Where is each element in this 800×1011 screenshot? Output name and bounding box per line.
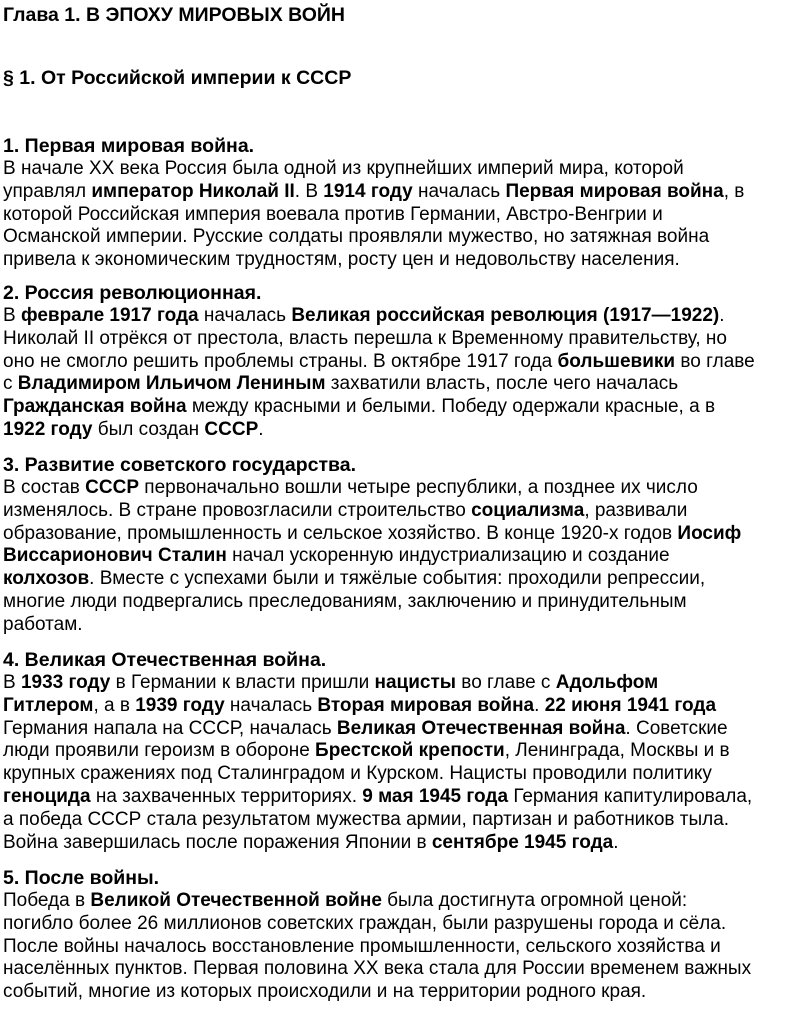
bold-term: Вторая мировая война — [317, 694, 535, 716]
text: . Вместе с успехами были и тяжёлые события: проходили репрессии, — [89, 568, 706, 590]
bold-term: Владимиром Ильичом Лениным — [17, 373, 326, 395]
section-body — [3, 477, 799, 637]
section-soviet-state — [3, 453, 799, 637]
text: . — [534, 694, 545, 716]
section-after-war — [3, 866, 799, 1004]
text: В состав — [3, 477, 86, 498]
text: изменялось. В стране провозгласили строительство — [3, 499, 472, 521]
bold-term: Иосиф — [677, 522, 742, 544]
bold-term: нацисты — [374, 672, 457, 693]
section-first-world-war — [3, 134, 799, 272]
section-heading: 1. Первая мировая война. — [3, 135, 255, 157]
text: в Германии к власти пришли — [110, 672, 375, 693]
bold-term: Гитлером — [3, 694, 94, 716]
bold-term: большевики — [557, 350, 676, 372]
text: . В — [294, 180, 324, 202]
text: , а в — [93, 694, 136, 716]
section-revolution — [3, 281, 799, 442]
section-heading: 4. Великая Отечественная война. — [3, 649, 327, 671]
bold-term: сентябре 1945 года — [431, 831, 614, 853]
text: . — [258, 418, 264, 440]
text: был создан — [92, 418, 205, 440]
bold-term: колхозов — [3, 568, 90, 590]
bold-term: геноцида — [3, 785, 91, 807]
text: многие люди подвергались преследованиям, заключению и принудительным — [3, 590, 687, 612]
section-body — [3, 305, 799, 442]
text: привела к экономическим трудностям, росту цен и недовольству населения. — [3, 249, 680, 271]
bold-term: социализма — [471, 499, 585, 521]
text: работам. — [3, 613, 83, 635]
bold-term: Гражданская война — [3, 396, 187, 418]
bold-term: Великая Отечественная война — [336, 717, 626, 739]
text: Германия напала на СССР, началась — [3, 717, 337, 739]
text: Германия капитулировала, — [508, 785, 753, 807]
text: первоначально вошли четыре республики, а позднее их число — [139, 477, 698, 498]
bold-term: СССР — [85, 477, 140, 498]
bold-term: Первая мировая война — [505, 180, 724, 202]
section-heading: 2. Россия революционная. — [3, 282, 262, 304]
bold-term: 1933 году — [20, 672, 111, 693]
bold-term: 9 мая 1945 года — [362, 785, 509, 807]
text: Война завершилась после поражения Японии в — [3, 831, 432, 853]
text: В — [3, 672, 21, 693]
bold-term: 22 июня 1941 года — [544, 694, 717, 716]
section-great-patriotic-war — [3, 648, 799, 854]
text: . Советские — [625, 717, 728, 739]
bold-term: император Николай II — [91, 180, 295, 202]
section-body — [3, 672, 799, 854]
text: , развивали — [584, 499, 688, 521]
text: . — [613, 831, 619, 853]
text: была достигнута огромной ценой: — [381, 890, 688, 911]
section-body — [3, 890, 799, 1004]
section-body — [3, 158, 799, 272]
bold-term: 1939 году — [135, 694, 225, 716]
text: на захваченных территориях. — [90, 785, 363, 807]
text: началась — [412, 180, 506, 202]
text: оно не смогло решить проблемы страны. В октябре 1917 года — [3, 350, 558, 372]
text: Победа в — [3, 890, 91, 911]
text: началась — [198, 305, 292, 326]
text: , Ленинграда, Москвы и в — [504, 740, 730, 762]
bold-term: Адольфом — [555, 672, 659, 693]
bold-term: Виссарионович Сталин — [3, 545, 227, 567]
bold-term: Великой Отечественной войне — [90, 890, 382, 911]
bold-term: феврале 1917 года — [20, 305, 199, 326]
text: крупных сражениях под Сталинградом и Курском. Нацисты проводили политику — [3, 763, 712, 785]
paragraph-title: § 1. От Российской империи к СССР — [3, 67, 352, 89]
bold-term: СССР — [204, 418, 259, 440]
text: во главе — [675, 350, 755, 372]
text: , в — [723, 180, 745, 202]
text: управлял — [3, 180, 92, 202]
bold-term: Великая российская революция (1917—1922) — [291, 305, 720, 326]
text: . — [719, 305, 725, 326]
text: образование, промышленность и сельское хозяйство. В конце 1920-х годов — [3, 522, 678, 544]
text: Николай II отрёкся от престола, власть перешла к Временному правительству, но — [3, 327, 727, 349]
text: между красными и белыми. Победу одержали красные, а в — [186, 396, 716, 418]
bold-term: Брестской крепости — [315, 740, 505, 762]
text: В начале XX века Россия была одной из крупнейших империй мира, которой — [3, 158, 684, 179]
text: люди проявили героизм в обороне — [3, 740, 316, 762]
text: Османской империи. Русские солдаты проявляли мужество, но затяжная война — [3, 226, 710, 248]
text: После войны началось восстановление промышленности, сельского хозяйства и — [3, 935, 721, 957]
text: которой Российская империя воевала против Германии, Австро-Венгрии и — [3, 203, 663, 225]
text: начал ускоренную индустриализацию и создание — [226, 545, 670, 567]
text: с — [3, 373, 18, 395]
text: В — [3, 305, 21, 326]
section-heading: 3. Развитие советского государства. — [3, 454, 357, 476]
text: событий, многие из которых происходили и на территории родного края. — [3, 981, 647, 1003]
text: во главе с — [456, 672, 556, 693]
text: населённых пунктов. Первая половина XX века стала для России временем важных — [3, 958, 752, 980]
text: погибло более 26 миллионов советских граждан, были разрушены города и сёла. — [3, 912, 727, 934]
bold-term: 1914 году — [323, 180, 413, 202]
chapter-title: Глава 1. В ЭПОХУ МИРОВЫХ ВОЙН — [3, 4, 345, 26]
text: началась — [224, 694, 318, 716]
section-heading: 5. После войны. — [3, 867, 160, 889]
text: захватили власть, после чего началась — [325, 373, 679, 395]
bold-term: 1922 году — [3, 418, 93, 440]
text: а победа СССР стала результатом мужества армии, партизан и работников тыла. — [3, 808, 730, 830]
